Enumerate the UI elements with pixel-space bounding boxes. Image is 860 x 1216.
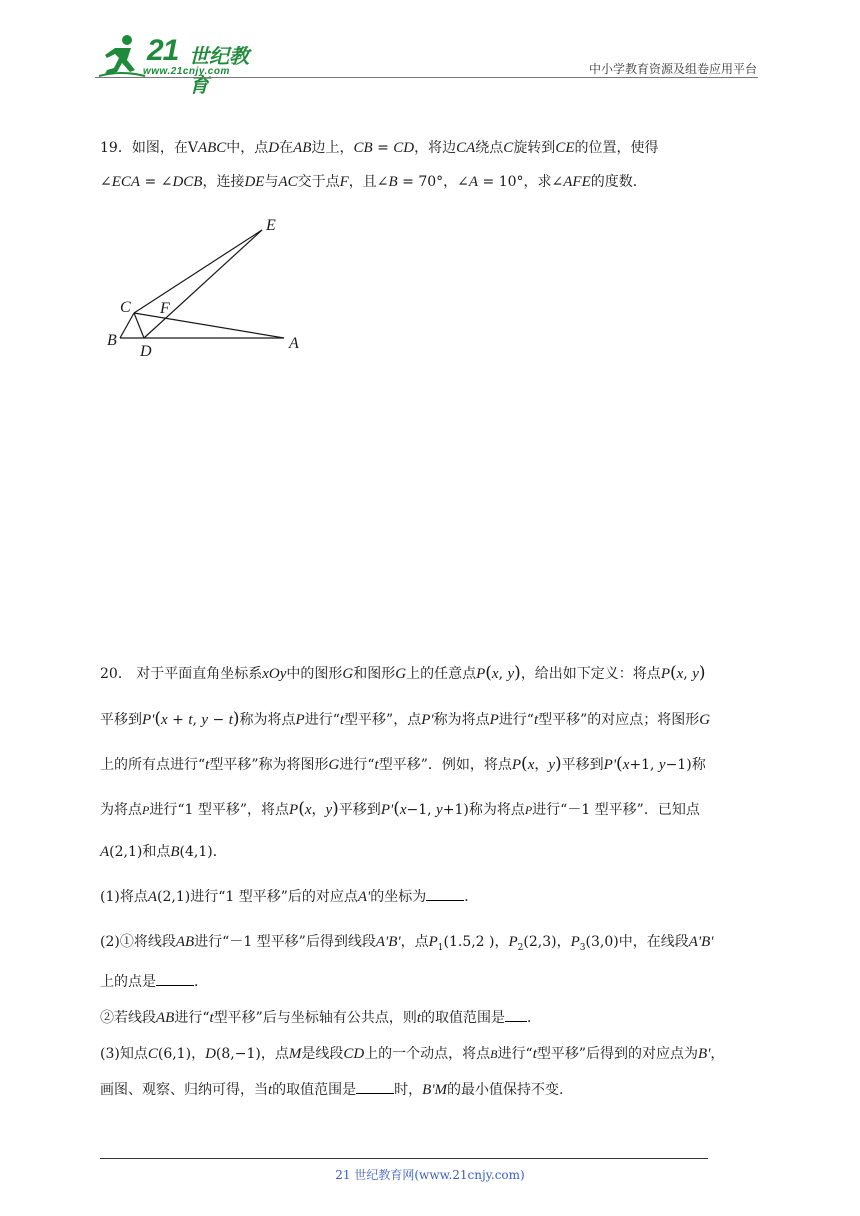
logo-number: 21 xyxy=(147,34,179,67)
q20-line-2: 平移到P'(x + t, y − t)称为将点P进行“t型平移”，点P'称为将点P进行“t型平移”的对应点；将图形G xyxy=(100,709,711,729)
platform-title: 中小学教育资源及组卷应用平台 xyxy=(588,62,757,76)
segment-DE xyxy=(144,230,262,338)
segment-BC xyxy=(120,313,134,338)
label-E: E xyxy=(266,217,276,234)
q20-part-2-1-cont: 上的点是 ． xyxy=(100,974,208,990)
label-D: D xyxy=(140,343,152,360)
q20-line-4: 为将点P进行“1 型平移”，将点P(x，y)平移到P'(x−1, y+1)称为将点P进行“－1 型平移”．已知点 xyxy=(100,799,700,819)
q19-geometry-figure xyxy=(100,210,310,360)
label-B: B xyxy=(107,332,117,349)
label-A: A xyxy=(289,335,299,352)
q20-part-3: (3)知点C(6,1)，D(8,−1)，点M是线段CD上的一个动点，将点B进行“t型平移”后得到的对应点为B'， xyxy=(100,1046,725,1062)
answer-blank xyxy=(356,1081,394,1094)
label-F: F xyxy=(160,300,170,317)
answer-blank xyxy=(505,1009,527,1022)
label-C: C xyxy=(120,299,131,316)
q20-part-3-cont: 画图、观察、归纳可得，当t的取值范围是 时，B'M的最小值保持不变. xyxy=(100,1082,564,1098)
segment-CE xyxy=(134,230,262,313)
q20-part-2-2: ②若线段AB进行“t型平移”后与坐标轴有公共点，则t的取值范围是 ． xyxy=(100,1010,542,1026)
footer-divider xyxy=(100,1158,708,1159)
runner-icon xyxy=(95,34,147,80)
answer-blank xyxy=(426,888,464,901)
answer-blank xyxy=(156,973,194,986)
segment-CA xyxy=(134,313,284,338)
q20-line-3: 上的所有点进行“t型平移”称为将图形G进行“t型平移”．例如，将点P(x，y)平移到P'(x+1, y−1)称 xyxy=(100,754,706,774)
segment-CD xyxy=(134,313,144,338)
q20-line-5: A(2,1)和点B(4,1)． xyxy=(100,844,227,860)
q19-line-1: 19．如图，在VABC中，点D在AB边上，CB = CD，将边CA绕点C旋转到CE的位置，使得 xyxy=(100,140,659,156)
q20-line-1: 20． 对于平面直角坐标系xOy中的图形G和图形G上的任意点P(x, y)，给出如下定义：将点P(x, y) xyxy=(100,663,706,683)
site-logo xyxy=(95,34,265,97)
header-divider xyxy=(95,77,758,78)
q19-line-2: ∠ECA = ∠DCB，连接DE与AC交于点F，且∠B = 70°，∠A = 10°，求∠AFE的度数． xyxy=(100,174,647,190)
footer-link[interactable]: 21 世纪教育网(www.21cnjy.com) xyxy=(335,1168,525,1182)
q20-part-1: (1)将点A(2,1)进行“1 型平移”后的对应点A'的坐标为 ． xyxy=(100,889,479,905)
logo-url: www.21cnjy.com xyxy=(143,66,230,77)
q20-part-2-1: (2)①将线段AB进行“－1 型平移”后得到线段A'B'，点$P_1(1.5,2$ )，$P_2(2,3)$，$P_3(3,0)$中，在线段A'B' xyxy=(100,934,714,953)
logo-text: 世纪教育 xyxy=(189,44,249,97)
